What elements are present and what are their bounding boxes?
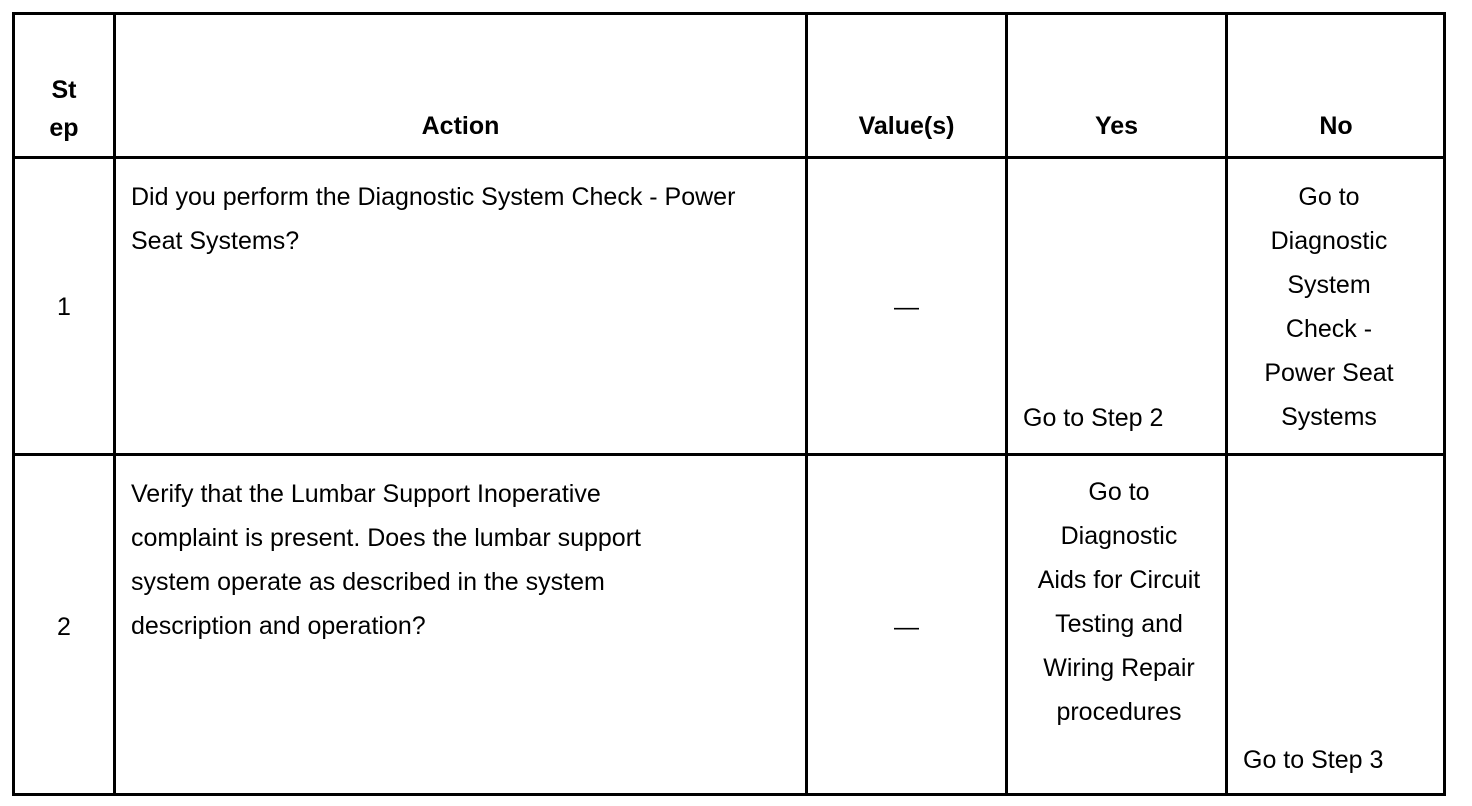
diagnostic-table (12, 12, 1446, 796)
row2-action-line: description and operation? (131, 612, 426, 640)
header-no: No (1319, 112, 1353, 140)
row1-yes: Go to Step 2 (1023, 404, 1164, 432)
row2-no: Go to Step 3 (1243, 746, 1384, 774)
row-divider-1 (15, 453, 1443, 456)
header-yes: Yes (1094, 112, 1139, 140)
header-step-line1: St (51, 76, 77, 104)
header-action: Action (421, 112, 500, 140)
row1-value: — (894, 293, 919, 321)
row1-action: Did you perform the Diagnostic System Check - Power Seat Systems? (131, 183, 736, 255)
row1-no-line: System (1287, 271, 1371, 299)
row1-no-line: Power Seat (1264, 359, 1394, 387)
row1-no-line: Systems (1281, 403, 1377, 431)
row2-action-line: Verify that the Lumbar Support Inoperative (131, 480, 601, 508)
row2-yes-line: Testing and (1055, 610, 1183, 638)
row2-yes-line: Go to (1088, 478, 1150, 506)
row2-value: — (894, 613, 919, 641)
row2-step: 2 (57, 613, 71, 641)
row2-action-line: complaint is present. Does the lumbar support (131, 524, 641, 552)
row2-yes-line: Diagnostic (1060, 522, 1178, 550)
row2-yes-line: procedures (1056, 698, 1182, 726)
row2-action (131, 472, 791, 648)
header-step (15, 68, 113, 150)
row2-action-line: system operate as described in the system (131, 568, 605, 596)
row2-yes-line: Wiring Repair (1043, 654, 1195, 682)
row2-yes (1015, 470, 1223, 734)
header-values: Value(s) (858, 112, 955, 140)
header-step-line2: ep (49, 114, 79, 142)
row-divider-header (15, 156, 1443, 159)
row1-step: 1 (57, 293, 71, 321)
row1-no-line: Go to (1298, 183, 1360, 211)
row1-no (1228, 175, 1430, 439)
row2-yes-line: Aids for Circuit (1037, 566, 1201, 594)
row1-no-line: Diagnostic (1270, 227, 1388, 255)
row1-no-line: Check - (1285, 315, 1373, 343)
